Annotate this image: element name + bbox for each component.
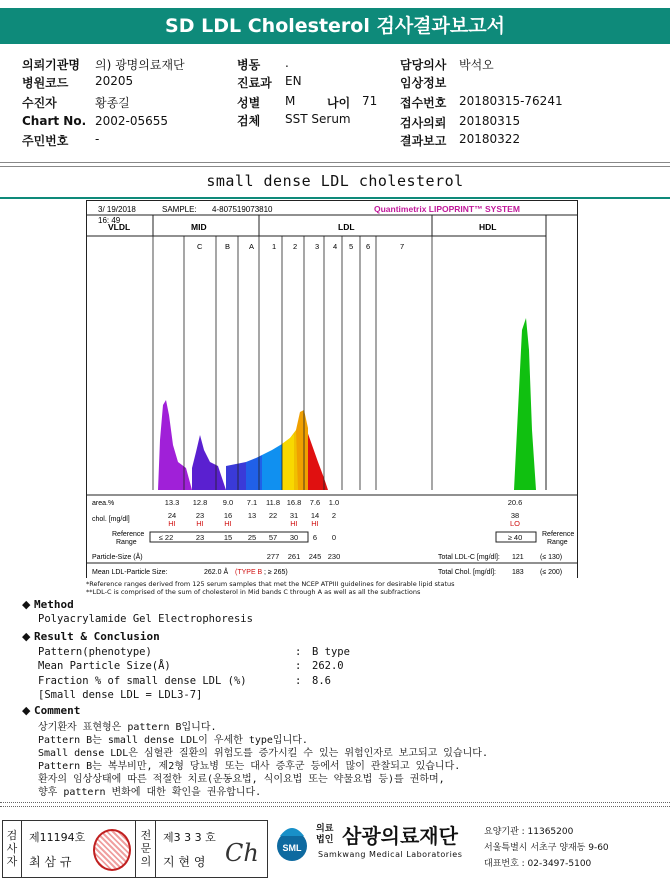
sml-logo-icon	[272, 822, 312, 862]
result-value-size: 262.0	[312, 660, 344, 672]
result-section	[22, 630, 160, 643]
result-label-size: Mean Particle Size(Å)	[38, 660, 171, 672]
ref-value: 57	[268, 533, 278, 542]
total-chol-ref: (≤ 200)	[540, 569, 563, 576]
comment-line: 환자의 임상상태에 따른 적절한 치료(운동요법, 식이요법 또는 약물요법 등)를 권하며,	[38, 774, 445, 785]
diamond-icon: ◆	[22, 630, 31, 643]
divider	[0, 166, 670, 167]
ldl-band-2b-peak	[296, 410, 308, 490]
value-hospital-code: 20205	[95, 74, 134, 88]
box-divider	[135, 821, 136, 877]
result-formula: [Small dense LDL = LDL3-7]	[38, 689, 203, 701]
comment-line: Small dense LDL은 심혈관 질환의 위험도를 증가시킬 수 있는 위험인자로 보고되고 있습니다.	[38, 748, 488, 759]
value-sex: M	[285, 94, 296, 108]
logo-arc	[280, 828, 304, 836]
value-chart-no: 2002-05655	[95, 114, 169, 128]
band-label-4: 4	[333, 242, 338, 251]
label-doctor: 담당의사	[400, 58, 447, 72]
area-value: 7.1	[246, 498, 258, 507]
institution-code: 요양기관 : 11365200	[484, 827, 574, 837]
ref-value: 15	[223, 533, 233, 542]
ref-value: 6	[312, 533, 318, 542]
particle-size-value: 277	[266, 552, 280, 561]
area-value: 1.0	[328, 498, 340, 507]
label-requester: 의뢰기관명	[22, 58, 80, 72]
band-label-A: A	[249, 242, 255, 251]
value-report-date: 20180322	[459, 132, 521, 146]
footer-divider	[0, 806, 670, 807]
value-age: 71	[362, 94, 378, 108]
total-ldl-label: Total LDL-C [mg/dl]:	[438, 554, 500, 561]
particle-size-value: 261	[287, 552, 301, 561]
org-phone: 대표번호 : 02-3497-5100	[484, 859, 592, 869]
specialist-license: 제3 3 3 호	[163, 831, 216, 844]
result-sep: :	[295, 660, 302, 672]
chol-value: 31	[289, 511, 299, 520]
ref-label: Reference	[112, 531, 145, 538]
label-chart-no: Chart No.	[22, 114, 87, 128]
band-label-5: 5	[349, 242, 354, 251]
particle-size-value: 245	[308, 552, 322, 561]
type-text: (TYPE B	[235, 569, 263, 576]
chol-value: 23	[195, 511, 205, 520]
chol-value: 2	[331, 511, 337, 520]
label-specimen: 검체	[237, 114, 261, 128]
result-sep: :	[295, 675, 302, 687]
label-department: 진료과	[237, 76, 272, 90]
ref-right-label: Reference	[542, 531, 575, 538]
group-hdl: HDL	[479, 222, 497, 232]
area-label: area.%	[92, 500, 115, 507]
seal-stamp-icon	[93, 829, 131, 871]
footnote-1: *Reference ranges derived from 125 serum samples that met the NCEP ATPIII guidelines for desirable lipid status	[86, 580, 455, 588]
result-value-fraction: 8.6	[312, 675, 331, 687]
label-clinical-info: 임상정보	[400, 76, 447, 90]
band-label-6: 6	[366, 242, 371, 251]
label-resident-no: 주민번호	[22, 134, 69, 148]
label-patient: 수진자	[22, 96, 57, 110]
org-address: 서울특별시 서초구 양재동 9-60	[484, 843, 609, 853]
box-divider	[155, 821, 156, 877]
result-heading: Result & Conclusion	[33, 630, 160, 643]
value-receipt-no: 20180315-76241	[459, 94, 563, 108]
label-hospital-code: 병원코드	[22, 76, 69, 90]
comment-line: 향후 pattern 변화에 대한 확인을 권유합니다.	[38, 787, 262, 798]
flag-value: HI	[196, 519, 204, 528]
flag-value: HI	[224, 519, 232, 528]
flag-value: HI	[311, 519, 319, 528]
value-patient: 황종길	[95, 96, 130, 110]
band-label-2: 2	[293, 242, 298, 251]
mid-band-b-peak	[226, 462, 246, 490]
chart-time: 16: 49	[98, 216, 121, 225]
total-ldl-ref: (≤ 130)	[540, 554, 563, 561]
chart-frame	[87, 201, 578, 579]
value-department: EN	[285, 74, 302, 88]
ref-value: 25	[247, 533, 257, 542]
footnote-2: **LDL-C is comprised of the sum of cholesterol in Mid bands C through A as well as all the subfractions	[86, 588, 421, 596]
band-label-1: 1	[272, 242, 277, 251]
method-section	[22, 598, 74, 611]
lipoprint-chart	[86, 200, 578, 578]
section-divider	[0, 197, 670, 199]
comment-line: 상기환자 표현형은 pattern B입니다.	[38, 722, 217, 733]
org-name: 삼광의료재단	[342, 824, 458, 848]
particle-label: Particle-Size (Å)	[92, 554, 143, 561]
area-value: 20.6	[507, 498, 523, 507]
ref-value: ≤ 22	[158, 533, 174, 542]
chol-value: 14	[310, 511, 320, 520]
signature-box	[2, 820, 268, 878]
comment-section	[22, 704, 80, 717]
area-value: 11.8	[265, 498, 281, 507]
result-value-pattern: B type	[312, 646, 350, 658]
value-ward: .	[285, 56, 289, 70]
brand-label: Quantimetrix LIPOPRINT™ SYSTEM	[374, 204, 520, 214]
label-receipt-no: 접수번호	[400, 96, 447, 110]
chol-value: 16	[223, 511, 233, 520]
ref-label-2: Range	[116, 539, 137, 546]
report-title: SD LDL Cholesterol 검사결과보고서	[0, 8, 670, 44]
comment-line: Pattern B는 small dense LDL이 우세한 type입니다.	[38, 735, 308, 746]
mean-size-value: 262.0 Å	[204, 569, 229, 576]
value-requester: 의) 광명의료재단	[95, 58, 185, 72]
value-doctor: 박석오	[459, 58, 494, 72]
chart-date: 3/ 19/2018	[98, 205, 136, 214]
section-title: small dense LDL cholesterol	[206, 172, 464, 190]
total-chol-label: Total Chol. [mg/dl]:	[438, 569, 496, 576]
band-label-C: C	[197, 242, 203, 251]
value-specimen: SST Serum	[285, 112, 351, 126]
ref-value: 23	[195, 533, 205, 542]
chol-value: 22	[268, 511, 278, 520]
org-prefix: 의료 법인	[316, 824, 334, 845]
footnotes	[86, 580, 455, 596]
hdl-ref-value: ≥ 40	[507, 533, 523, 542]
group-ldl: LDL	[338, 222, 355, 232]
label-report-date: 결과보고	[400, 134, 447, 148]
inspector-license: 제11194호	[29, 831, 86, 844]
footer	[0, 818, 670, 880]
band-label-7: 7	[400, 242, 405, 251]
label-age: 나이	[327, 96, 351, 110]
specialist-name: 지 현 영	[163, 855, 206, 869]
band-label-3: 3	[315, 242, 320, 251]
logo-text: SML	[282, 843, 302, 853]
chol-value: 24	[167, 511, 177, 520]
sample-label: SAMPLE:	[162, 205, 197, 214]
specialist-label: 전 문 의	[140, 829, 152, 868]
lipoprint-chart-svg	[86, 200, 578, 578]
result-label-pattern: Pattern(phenotype)	[38, 646, 152, 658]
group-mid: MID	[191, 222, 207, 232]
sample-id: 4-807519073810	[212, 205, 273, 214]
method-text: Polyacrylamide Gel Electrophoresis	[38, 613, 253, 625]
flag-value: HI	[168, 519, 176, 528]
label-request-date: 검사의뢰	[400, 116, 447, 130]
sml-logo-svg	[272, 822, 312, 862]
mean-size-label: Mean LDL-Particle Size:	[92, 569, 168, 576]
patient-info	[0, 46, 670, 158]
value-request-date: 20180315	[459, 114, 521, 128]
area-value: 7.6	[309, 498, 321, 507]
value-resident-no: -	[95, 132, 100, 146]
inspector-name: 최 삼 규	[29, 855, 72, 869]
type-rest: ; ≥ 265)	[264, 569, 288, 576]
flag-value: HI	[290, 519, 298, 528]
chol-label: chol. [mg/dl]	[92, 516, 130, 523]
comment-line: Pattern B는 복부비만, 제2형 당뇨병 또는 대사 증후군 등에서 많이 관찰되고 있습니다.	[38, 761, 461, 772]
inspector-label: 검 사 자	[6, 829, 18, 868]
result-label-fraction: Fraction % of small dense LDL (%)	[38, 675, 247, 687]
area-value: 13.3	[164, 498, 180, 507]
method-heading: Method	[33, 598, 74, 611]
chol-value: 38	[510, 511, 520, 520]
area-value: 9.0	[222, 498, 234, 507]
box-divider	[21, 821, 22, 877]
label-ward: 병동	[237, 58, 261, 72]
group-vldl: VLDL	[108, 222, 131, 232]
ref-value: 0	[331, 533, 337, 542]
ref-right-label-2: Range	[547, 539, 568, 546]
total-ldl-value: 121	[512, 554, 524, 561]
area-value: 12.8	[192, 498, 208, 507]
diamond-icon: ◆	[22, 598, 31, 611]
diamond-icon: ◆	[22, 704, 31, 717]
label-sex: 성별	[237, 96, 261, 110]
footer-divider	[0, 802, 670, 803]
particle-size-value: 230	[327, 552, 341, 561]
divider	[0, 162, 670, 163]
flag-value: LO	[509, 519, 521, 528]
signature-mark: Ch	[225, 839, 259, 867]
total-chol-value: 183	[512, 569, 524, 576]
area-value: 16.8	[286, 498, 302, 507]
ref-value: 30	[289, 533, 299, 542]
org-english-name: Samkwang Medical Laboratories	[318, 850, 463, 859]
result-sep: :	[295, 646, 302, 658]
band-label-B: B	[225, 242, 231, 251]
comment-heading: Comment	[33, 704, 81, 717]
chol-value: 13	[247, 511, 257, 520]
